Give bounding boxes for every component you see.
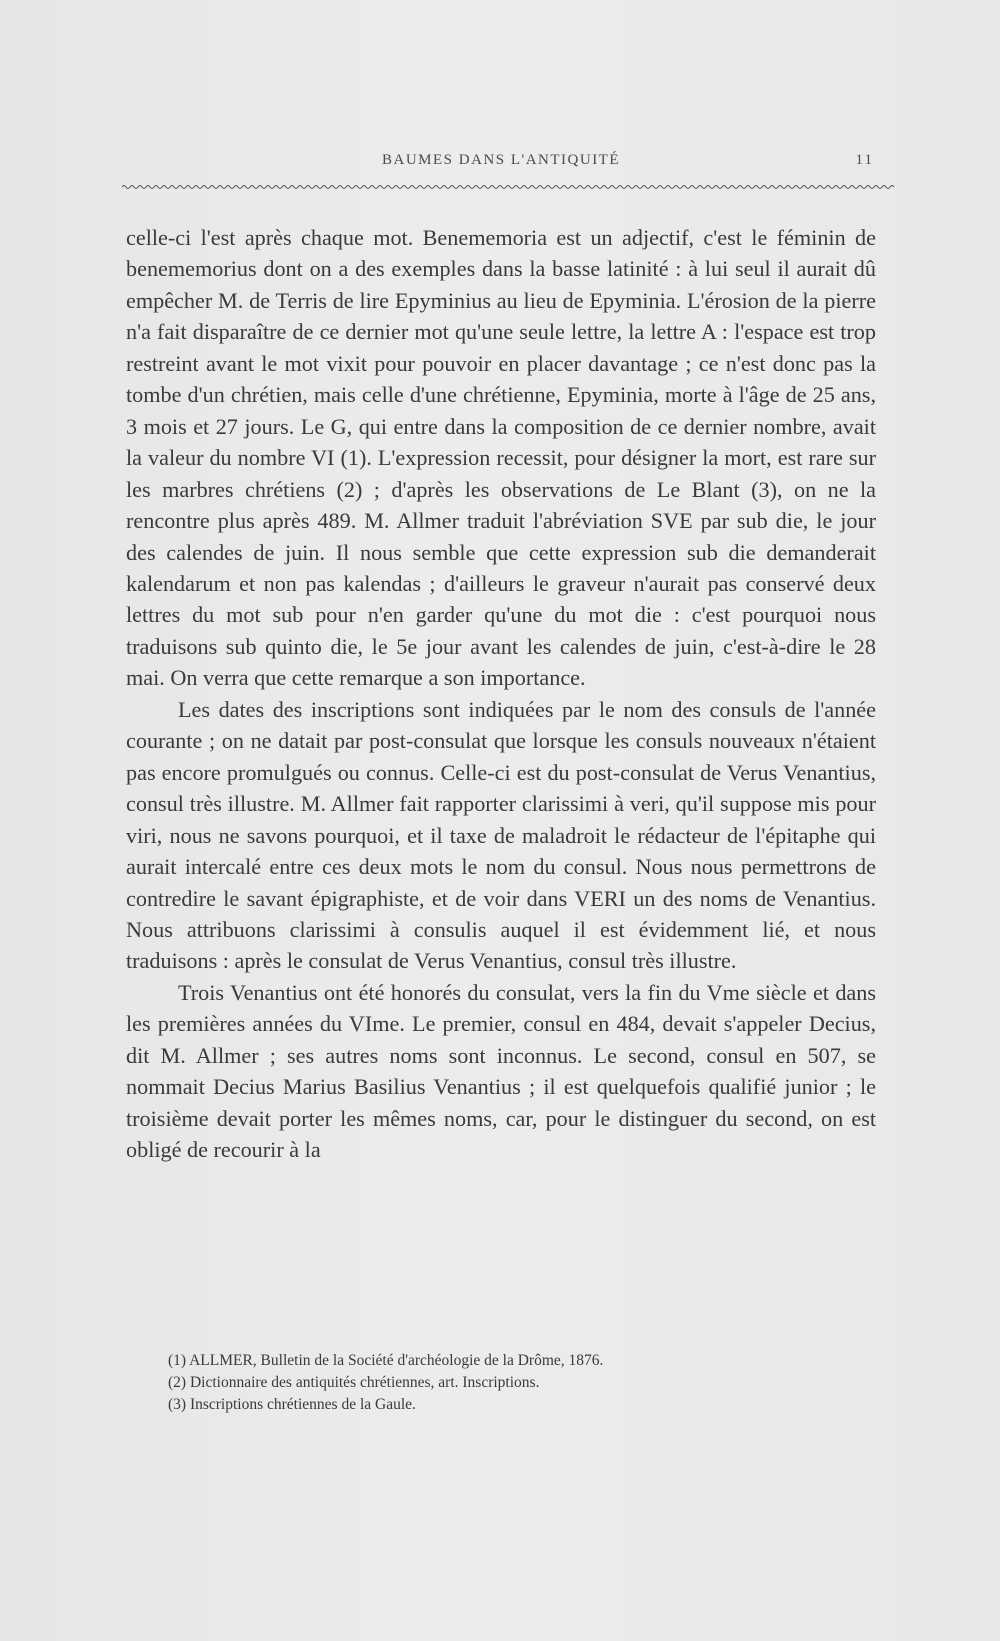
footnote-2: (2) Dictionnaire des antiquités chrétiennes, art. Inscriptions. bbox=[168, 1374, 540, 1391]
paragraph-2: Les dates des inscriptions sont indiquées par le nom des consuls de l'année courante ; on ne datait par post-consulat que lorsque les consuls nouveaux n'étaient pas encore promulgués ou connus. Celle-ci est du post-consulat de Verus Venantius, consul très illustre. M. Allmer fait rapporter clarissimi à veri, qu'il suppose mis pour viri, nous ne savons pourquoi, et il taxe de maladroit le rédacteur de l'épitaphe qui aurait intercalé entre ces deux mots le nom du consul. Nous nous permettrons de contredire le savant épigraphiste, et de voir dans VERI un des noms de Venantius. Nous attribuons clarissimi à consulis auquel il est évidemment lié, et nous traduisons : après le consulat de Verus Venantius, consul très illustre. bbox=[126, 696, 876, 974]
footnote-1: (1) ALLMER, Bulletin de la Société d'archéologie de la Drôme, 1876. bbox=[168, 1352, 604, 1369]
page-header bbox=[128, 152, 874, 176]
running-title: BAUMES DANS L'ANTIQUITÉ bbox=[381, 152, 621, 168]
footnote-3: (3) Inscriptions chrétiennes de la Gaule. bbox=[168, 1396, 416, 1413]
wavy-header-rule bbox=[122, 184, 896, 190]
footnotes bbox=[168, 1350, 868, 1416]
body-text bbox=[126, 222, 876, 1166]
page-number: 11 bbox=[855, 152, 874, 168]
paragraph-3: Trois Venantius ont été honorés du consulat, vers la fin du Vme siècle et dans les premières années du VIme. Le premier, consul en 484, devait s'appeler Decius, dit M. Allmer ; ses autres noms sont inconnus. Le second, consul en 507, se nommait Decius Marius Basilius Venantius ; il est quelquefois qualifié junior ; le troisième devait porter les mêmes noms, car, pour le distinguer du second, on est obligé de recourir à la bbox=[126, 979, 876, 1163]
paragraph-1: celle-ci l'est après chaque mot. Benememoria est un adjectif, c'est le féminin de benememorius dont on a des exemples dans la basse latinité : à lui seul il aurait dû empêcher M. de Terris de lire Epyminius au lieu de Epyminia. L'érosion de la pierre n'a fait disparaître de ce dernier mot qu'une seule lettre, la lettre A : l'espace est trop restreint avant le mot vixit pour pouvoir en placer davantage ; ce n'est donc pas la tombe d'un chrétien, mais celle d'une chrétienne, Epyminia, morte à l'âge de 25 ans, 3 mois et 27 jours. Le G, qui entre dans la composition de ce dernier nombre, avait la valeur du nombre VI (1). L'expression recessit, pour désigner la mort, est rare sur les marbres chrétiens (2) ; d'après les observations de Le Blant (3), on ne la rencontre plus après 489. M. Allmer traduit l'abréviation SVE par sub die, le jour des calendes de juin. Il nous semble que cette expression sub die demanderait kalendarum et non pas kalendas ; d'ailleurs le graveur n'aurait pas conservé deux lettres du mot sub pour n'en garder qu'une du mot die : c'est pourquoi nous traduisons sub quinto die, le 5e jour avant les calendes de juin, c'est-à-dire le 28 mai. On verra que cette remarque a son importance. bbox=[126, 225, 876, 691]
